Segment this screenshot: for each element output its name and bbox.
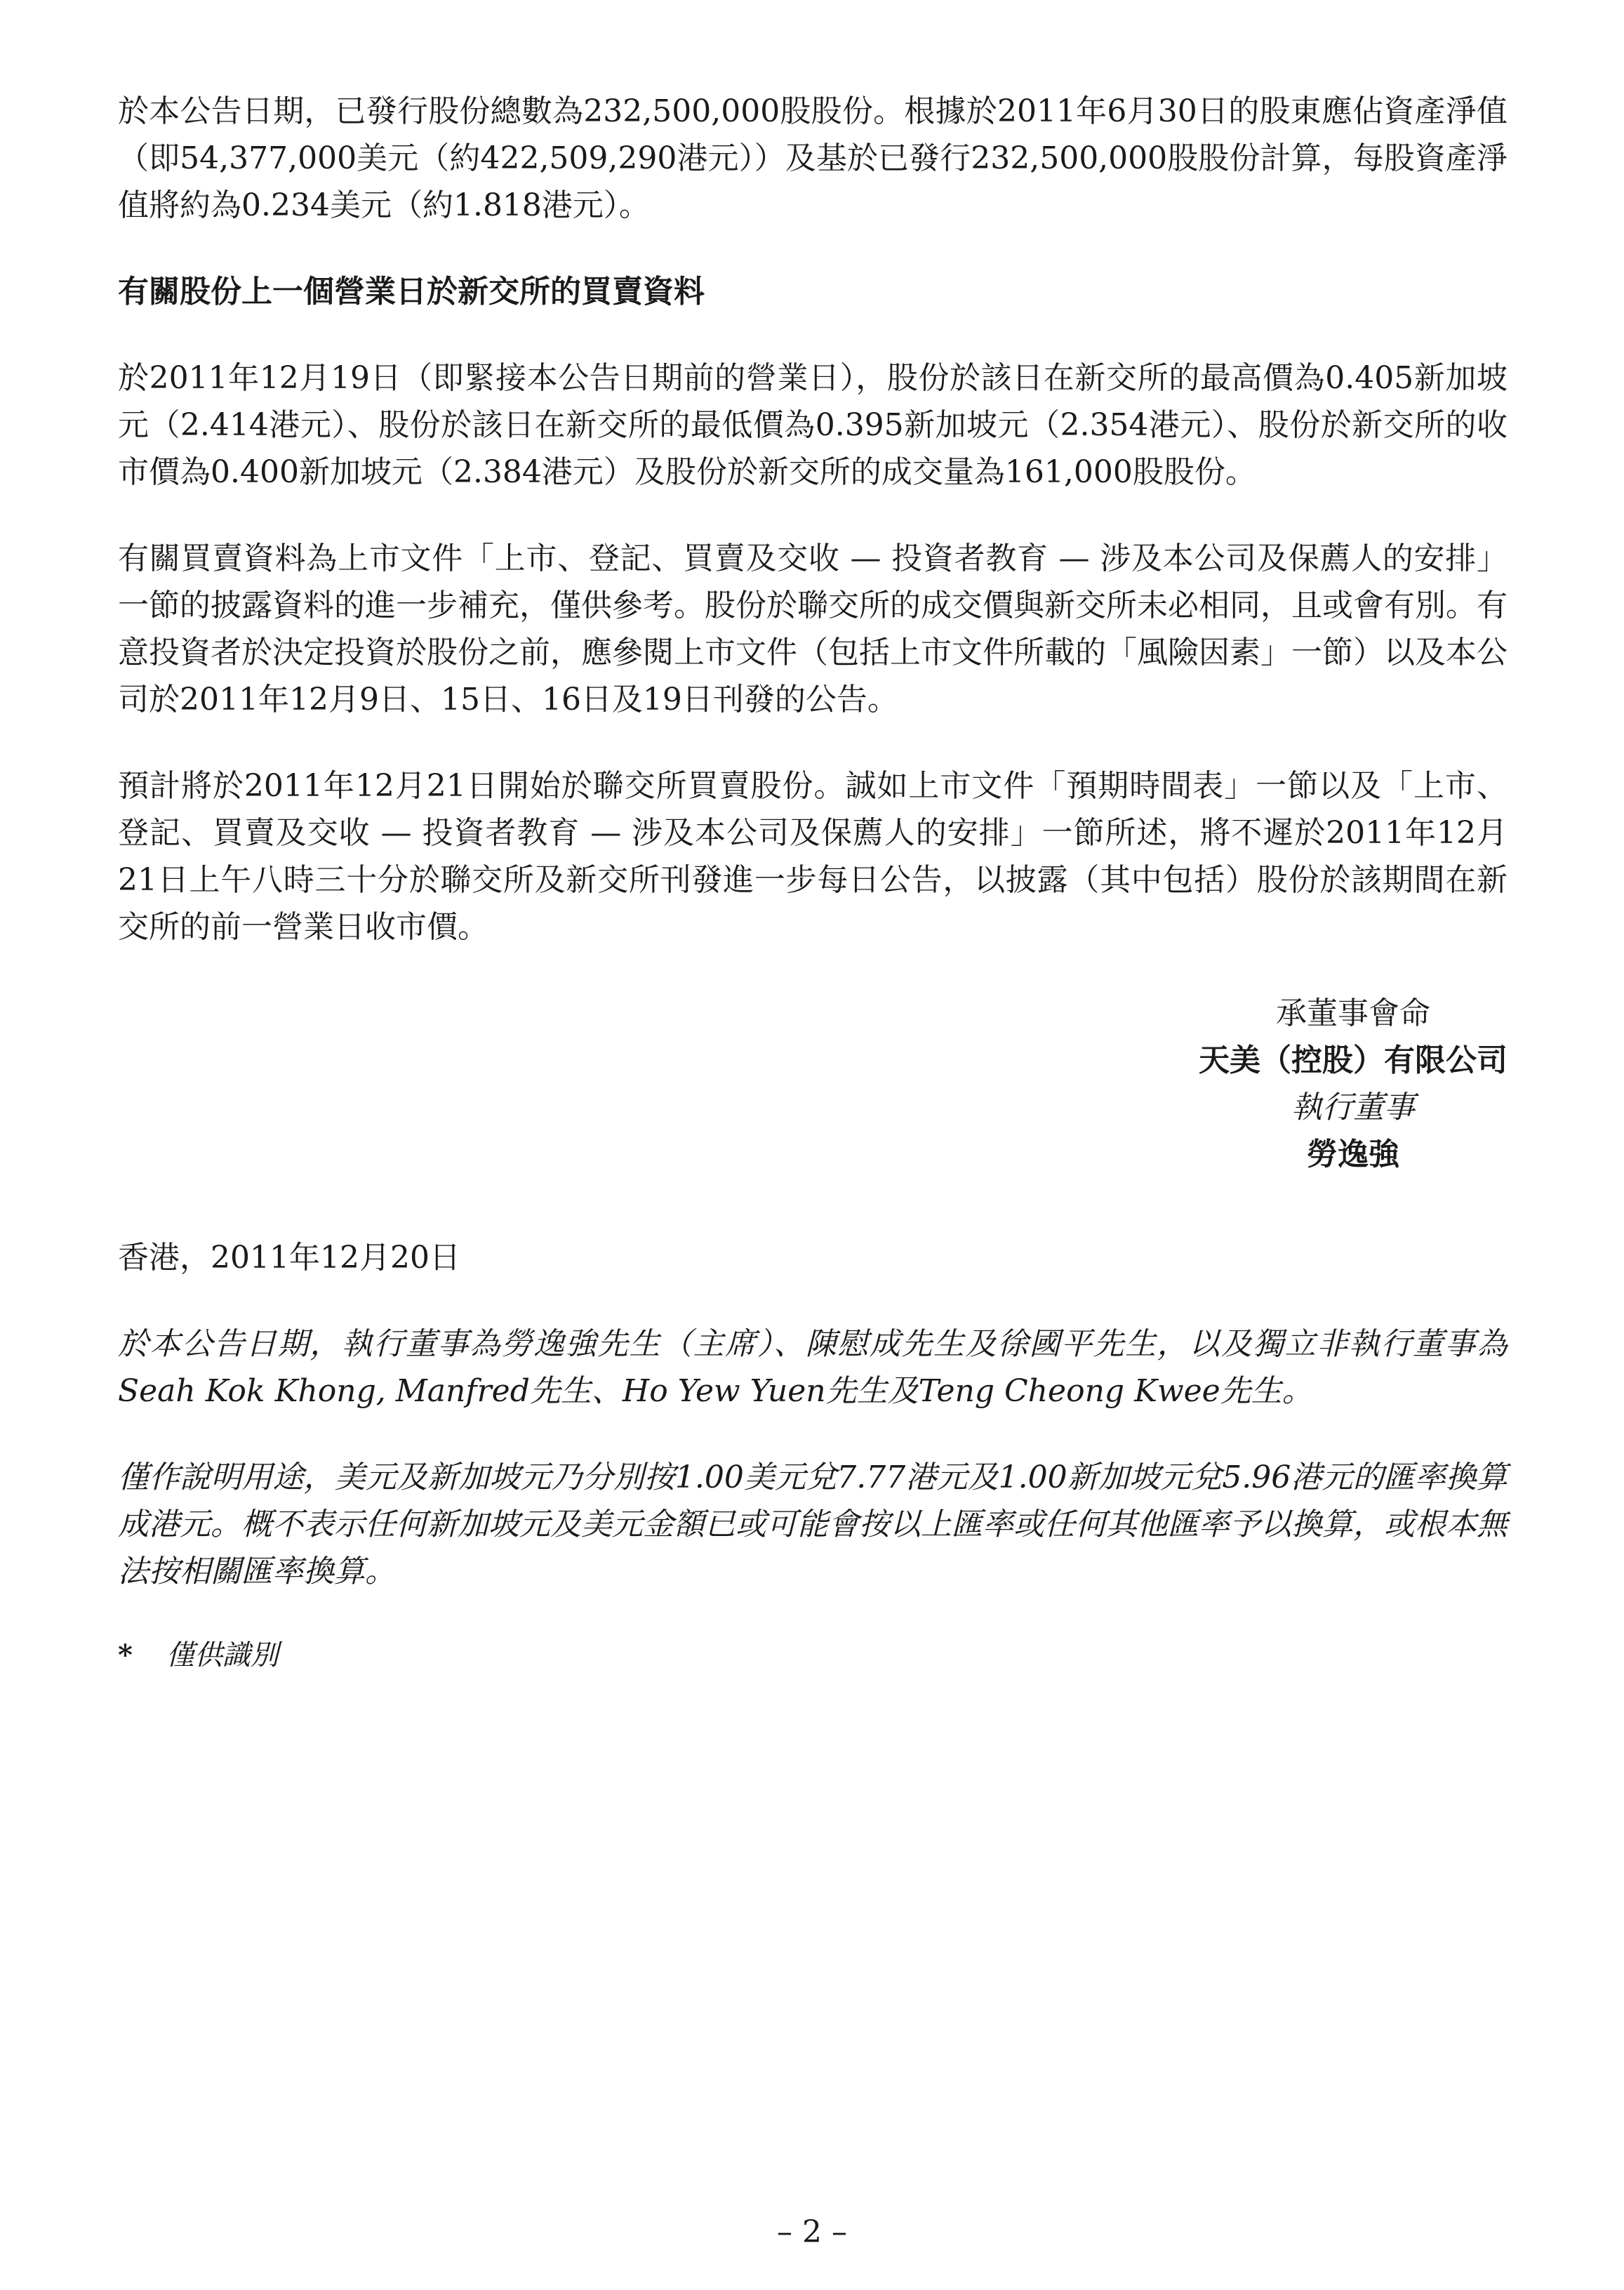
- paragraph-dealing-commencement: 預計將於2011年12月21日開始於聯交所買賣股份。誠如上市文件「預期時間表」一節以及「上市、登記、買賣及交收 — 投資者教育 — 涉及本公司及保薦人的安排」一節所述，將不遲於2011年12月21日上午八時三十分於聯交所及新交所刊發進一步每日公告，以披露（其中包括）股份於該期間在新交所的前一營業日收市價。: [118, 768, 1507, 945]
- paragraph-trading-info-supplement: 有關買賣資料為上市文件「上市、登記、買賣及交收 — 投資者教育 — 涉及本公司及保薦人的安排」一節的披露資料的進一步補充，僅供參考。股份於聯交所的成交價與新交所未必相同，且或會有別。有意投資者於決定投資於股份之前，應參閱上市文件（包括上市文件所載的「風險因素」一節）以及本公司於2011年12月9日、15日、16日及19日刊發的公告。: [118, 541, 1507, 717]
- signature-name: 勞逸強: [1307, 1137, 1399, 1172]
- signature-company-name: 天美（控股）有限公司: [1199, 1043, 1507, 1078]
- signature-title: 執行董事: [1291, 1090, 1415, 1125]
- footnote: [118, 1634, 1507, 1676]
- footnote-marker: *: [118, 1639, 133, 1672]
- section-heading-trading-info: 有關股份上一個營業日於新交所的買賣資料: [118, 274, 705, 310]
- paragraph-exchange-rate-note: 僅作說明用途，美元及新加坡元乃分別按1.00美元兌7.77港元及1.00新加坡元兌5.96港元的匯率換算成港元。概不表示任何新加坡元及美元金額已或可能會按以上匯率或任何其他匯率予以換算，或根本無法按相關匯率換算。: [118, 1460, 1507, 1589]
- footnote-text: 僅供識別: [166, 1639, 279, 1672]
- document-body: [118, 88, 1507, 1676]
- paragraph-sgx-prices: 於2011年12月19日（即緊接本公告日期前的營業日），股份於該日在新交所的最高價為0.405新加坡元（2.414港元）、股份於該日在新交所的最低價為0.395新加坡元（2.354港元）、股份於新交所的收市價為0.400新加坡元（2.384港元）及股份於新交所的成交量為161,000股股份。: [118, 360, 1507, 490]
- signature-block: [118, 990, 1507, 1178]
- paragraph-directors-note: 於本公告日期，執行董事為勞逸強先生（主席）、陳慰成先生及徐國平先生，以及獨立非執行董事為Seah Kok Khong, Manfred先生、Ho Yew Yuen先生及Teng Cheong Kwee先生。: [118, 1326, 1507, 1409]
- signature-order-line: 承董事會命: [1276, 995, 1430, 1031]
- page-number: – 2 –: [777, 2214, 847, 2250]
- date-line: 香港，2011年12月20日: [118, 1240, 460, 1276]
- paragraph-net-asset-value: 於本公告日期，已發行股份總數為232,500,000股股份。根據於2011年6月30日的股東應佔資產淨值（即54,377,000美元（約422,509,290港元））及基於已發行232,500,000股股份計算，每股資產淨值將約為0.234美元（約1.818港元）。: [118, 93, 1507, 223]
